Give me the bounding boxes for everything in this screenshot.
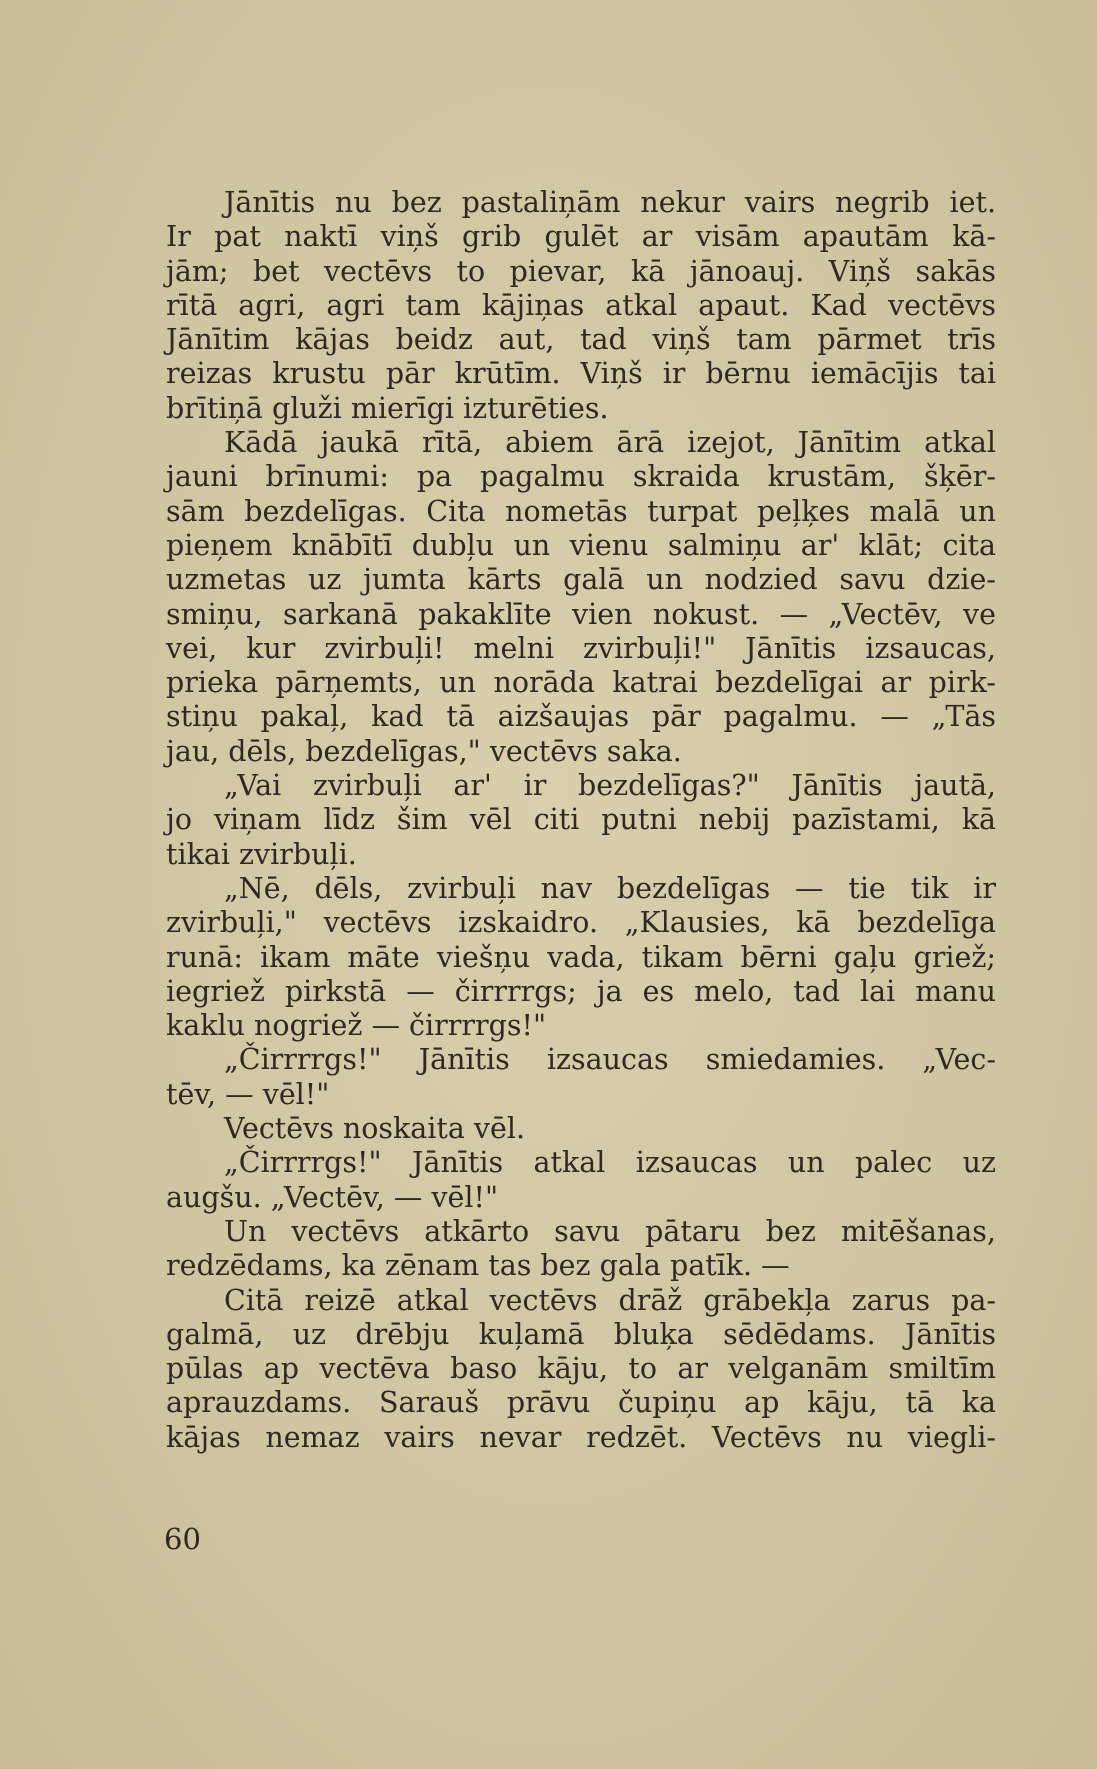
text-line: jo viņam līdz šim vēl citi putni nebij pazīstami, kā bbox=[166, 803, 996, 837]
text-line: stiņu pakaļ, kad tā aizšaujas pār pagalmu. — „Tās bbox=[166, 700, 996, 734]
text-line: runā: ikam māte viešņu vada, tikam bērni gaļu griež; bbox=[166, 940, 996, 974]
text-line: smiņu, sarkanā pakaklīte vien nokust. — „Vectēv, ve bbox=[166, 597, 996, 631]
text-line: kaklu nogriež — čirrrrgs!" bbox=[166, 1009, 547, 1043]
text-line: zvirbuļi," vectēvs izskaidro. „Klausies, kā bezdelīga bbox=[166, 906, 996, 940]
text-line: Un vectēvs atkārto savu pātaru bez mitēšanas, bbox=[224, 1214, 996, 1248]
page-number: 60 bbox=[164, 1522, 201, 1556]
text-line: tēv, — vēl!" bbox=[166, 1077, 330, 1111]
text-line: jau, dēls, bezdelīgas," vectēvs saka. bbox=[166, 734, 682, 768]
text-line: tikai zvirbuļi. bbox=[166, 837, 357, 871]
text-line: Citā reizē atkal vectēvs drāž grābekļa zarus pa- bbox=[224, 1283, 996, 1317]
text-line: kājas nemaz vairs nevar redzēt. Vectēvs nu viegli- bbox=[166, 1420, 996, 1454]
text-line: Vectēvs noskaita vēl. bbox=[224, 1112, 526, 1146]
text-line: „Čirrrrgs!" Jānītis izsaucas smiedamies. „Vec- bbox=[224, 1043, 996, 1077]
text-line: galmā, uz drēbju kuļamā bluķa sēdēdams. Jānītis bbox=[166, 1317, 996, 1351]
text-line: rītā agri, agri tam kājiņas atkal apaut. Kad vectēvs bbox=[166, 288, 996, 322]
text-line: iegriež pirkstā — čirrrrgs; ja es melo, tad lai manu bbox=[166, 974, 996, 1008]
text-line: prieka pārņemts, un norāda katrai bezdelīgai ar pirk- bbox=[166, 666, 996, 700]
text-line: jauni brīnumi: pa pagalmu skraida krustām, šķēr- bbox=[166, 460, 996, 494]
text-line: Kādā jaukā rītā, abiem ārā izejot, Jānītim atkal bbox=[224, 426, 996, 460]
text-line: augšu. „Vectēv, — vēl!" bbox=[166, 1180, 499, 1214]
text-line: „Vai zvirbuļi ar' ir bezdelīgas?" Jānītis jautā, bbox=[224, 769, 996, 803]
text-line: Ir pat naktī viņš grib gulēt ar visām apautām kā- bbox=[166, 220, 996, 254]
text-line: brītiņā gluži mierīgi izturēties. bbox=[166, 391, 609, 425]
text-line: jām; bet vectēvs to pievar, kā jānoauj. Viņš sakās bbox=[166, 254, 996, 288]
text-line: Jānītim kājas beidz aut, tad viņš tam pārmet trīs bbox=[166, 323, 996, 357]
text-line: sām bezdelīgas. Cita nometās turpat peļķes malā un bbox=[166, 494, 996, 528]
text-line: pūlas ap vectēva baso kāju, to ar velganām smiltīm bbox=[166, 1352, 996, 1386]
text-line: „Čirrrrgs!" Jānītis atkal izsaucas un palec uz bbox=[224, 1146, 996, 1180]
body-text bbox=[166, 186, 996, 1455]
text-line: reizas krustu pār krūtīm. Viņš ir bērnu iemācījis tai bbox=[166, 357, 996, 391]
text-line: uzmetas uz jumta kārts galā un nodzied savu dzie- bbox=[166, 563, 996, 597]
text-line: aprauzdams. Sarauš prāvu čupiņu ap kāju, tā ka bbox=[166, 1386, 996, 1420]
text-line: redzēdams, ka zēnam tas bez gala patīk. — bbox=[166, 1249, 790, 1283]
text-line: Jānītis nu bez pastaliņām nekur vairs negrib iet. bbox=[224, 186, 996, 219]
text-line: „Nē, dēls, zvirbuļi nav bezdelīgas — tie tik ir bbox=[224, 871, 996, 905]
text-line: pieņem knābītī dubļu un vienu salmiņu ar' klāt; cita bbox=[166, 528, 996, 562]
text-line: vei, kur zvirbuļi! melni zvirbuļi!" Jānītis izsaucas, bbox=[166, 631, 996, 665]
